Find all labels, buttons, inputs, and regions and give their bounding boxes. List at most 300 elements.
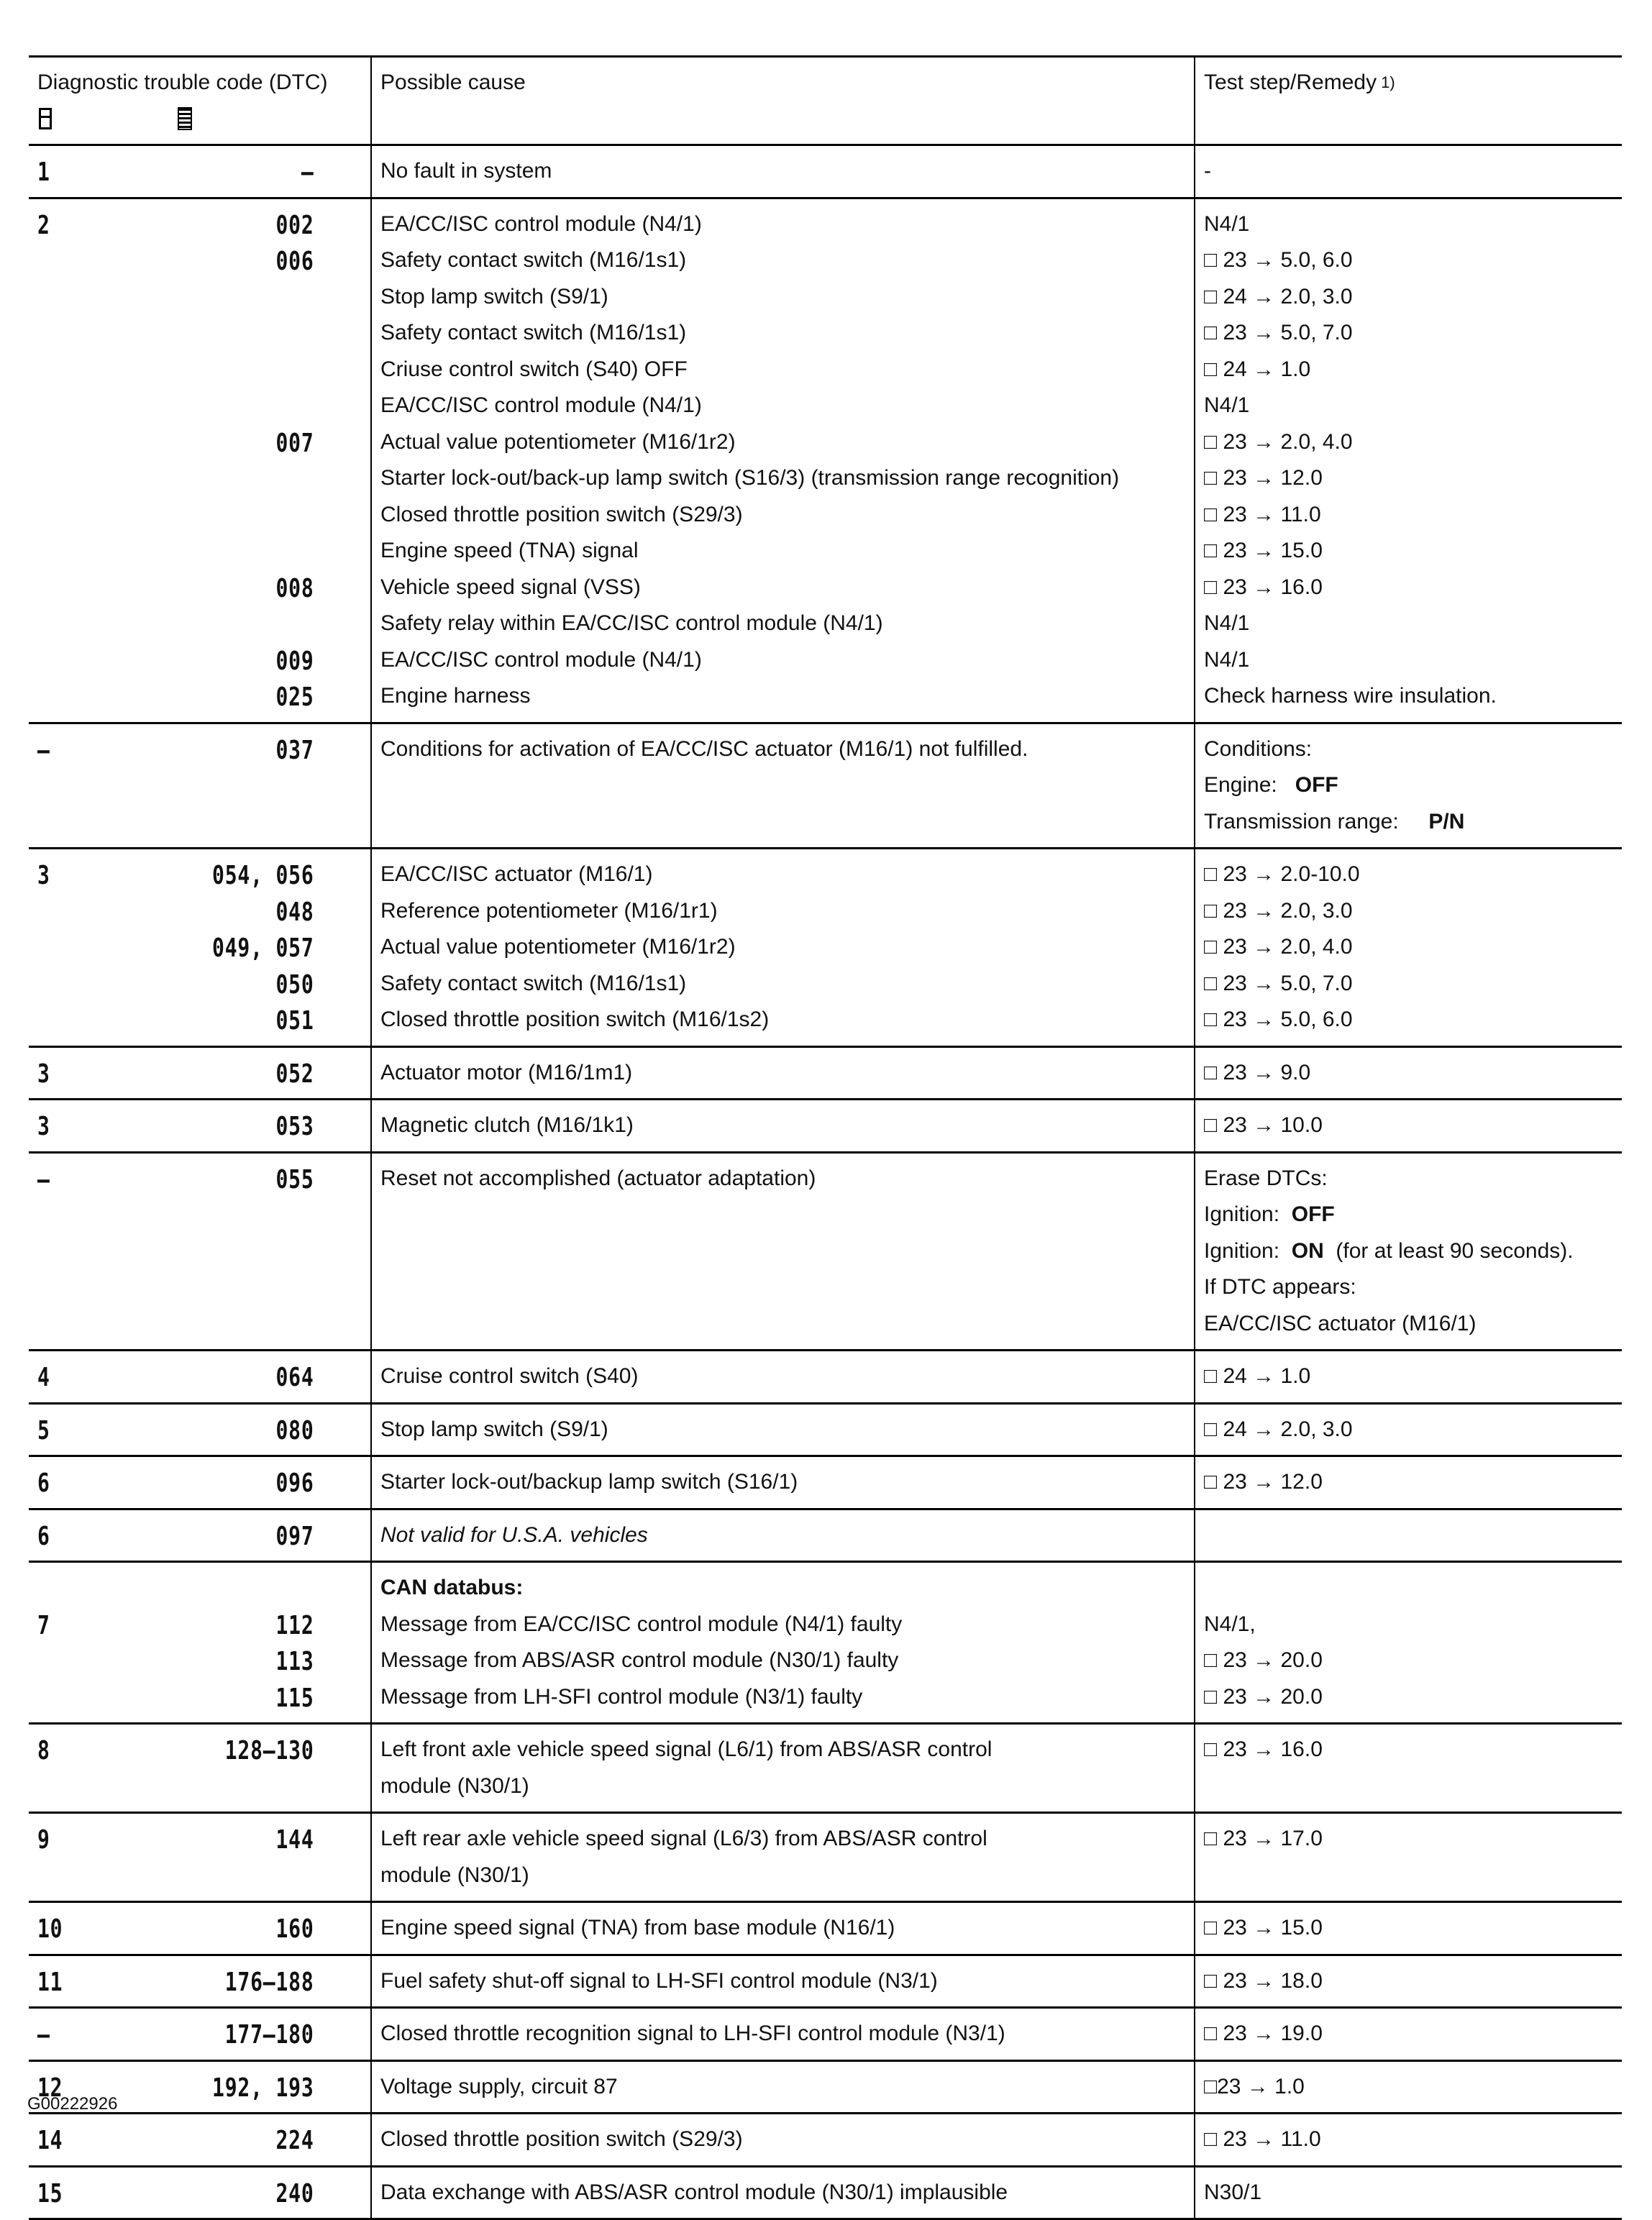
remedy-text: □ 23 → 5.0, 6.0 [1204,248,1353,272]
remedy-line [1204,2175,1615,2211]
cause-cell [370,724,1194,848]
blink-code: 9 [37,1821,50,1860]
cause-text: Engine speed signal (TNA) from base module (N16/1) [380,1916,895,1940]
dtc-line [37,1858,291,1894]
remedy-line [1204,153,1615,190]
table-row [29,1048,1622,1101]
cause-cell [370,1956,1194,2007]
cause-text: Message from LH-SFI control module (N3/1) faulty [380,1685,862,1709]
cause-line [380,1732,1187,1768]
dtc-line [37,1197,291,1233]
dtc-line [37,606,291,642]
dtc-cell [29,2114,370,2165]
remedy-line [1204,1679,1615,1716]
dtc-line [37,279,291,316]
blink-code: 15 [37,2175,63,2214]
cause-text: Left rear axle vehicle speed signal (L6/3) from ABS/ASR control [380,1827,987,1850]
dtc-line [37,1002,291,1038]
tester-code: 115 [146,1679,314,1718]
header-remedy [1194,58,1622,144]
remedy-line [1204,1517,1615,1554]
cause-text: Fuel safety shut-off signal to LH-SFI control module (N3/1) [380,1969,938,1993]
cause-line [380,1643,1187,1679]
remedy-cell [1194,2168,1622,2219]
dtc-line [37,2016,291,2052]
table-row [29,849,1622,1048]
cause-line [380,533,1187,570]
remedy-text: □ 23 → 16.0 [1204,1737,1323,1761]
remedy-value: OFF [1295,773,1338,797]
tester-code: 008 [146,570,314,608]
blink-code: 6 [37,1464,50,1503]
cause-cell [370,146,1194,197]
blink-code: 7 [37,1607,50,1645]
cause-cell [370,1510,1194,1561]
tester-code: 002 [146,206,314,245]
cause-line [380,1161,1187,1197]
blink-code: 4 [37,1358,50,1397]
tester-code: 080 [146,1412,314,1451]
tester-code: 096 [146,1464,314,1503]
dtc-line [37,1269,291,1306]
table-row [29,1725,1622,1814]
cause-cell [370,1814,1194,1901]
cause-text: CAN databus: [380,1576,523,1599]
remedy-cell [1194,146,1622,197]
cause-text: Safety contact switch (M16/1s1) [380,321,686,344]
remedy-line [1204,1055,1615,1092]
dtc-cell [29,1725,370,1812]
remedy-text: □23 → 1.0 [1204,2075,1305,2098]
dtc-line [37,2121,291,2158]
table-row [29,1351,1622,1404]
tester-code: 049, 057 [146,929,314,968]
remedy-line [1204,857,1615,893]
remedy-text: □ 23 → 19.0 [1204,2022,1323,2045]
dtc-line [37,1464,291,1501]
dtc-line [37,1306,291,1343]
tester-code: 037 [146,731,314,770]
tester-code: 097 [146,1517,314,1556]
table-row [29,724,1622,850]
table-row [29,2168,1622,2220]
cause-line [380,1517,1187,1554]
dtc-line [37,1055,291,1092]
cause-text: Message from EA/CC/ISC control module (N4/1) faulty [380,1612,902,1636]
cause-text: Safety relay within EA/CC/ISC control module (N4/1) [380,611,883,635]
remedy-line [1204,2121,1615,2158]
cause-text: Voltage supply, circuit 87 [380,2075,618,2098]
dtc-line [37,678,291,715]
dtc-line [37,388,291,424]
table-row [29,199,1622,724]
dtc-line [37,460,291,497]
remedy-text: Ignition: [1204,1239,1292,1263]
remedy-line [1204,929,1615,966]
table-row [29,1100,1622,1154]
cause-line [380,1607,1187,1643]
cause-cell [370,1100,1194,1151]
cause-text: EA/CC/ISC actuator (M16/1) [380,862,652,886]
tester-code: 006 [146,242,314,281]
remedy-value: ON [1292,1239,1324,1263]
footnote-marker: 1) [1381,73,1395,91]
dtc-line [37,1107,291,1144]
dtc-line [37,1358,291,1395]
tester-code: 048 [146,893,314,932]
remedy-cell [1194,1457,1622,1508]
tester-code: 055 [146,1161,314,1200]
remedy-line [1204,1732,1615,1768]
cause-line [380,767,1187,804]
remedy-value: OFF [1292,1202,1335,1226]
cause-cell [370,1404,1194,1456]
remedy-text: □ 23 → 2.0, 3.0 [1204,899,1353,923]
remedy-line [1204,424,1615,461]
cause-line [380,497,1187,534]
cause-text: Data exchange with ABS/ASR control module (N30/1) implausible [380,2180,1008,2204]
cause-text: Engine harness [380,684,530,708]
cause-text: Message from ABS/ASR control module (N30/1) faulty [380,1648,898,1672]
remedy-text: N4/1 [1204,611,1249,635]
tester-code: 224 [146,2121,314,2160]
remedy-cell [1194,1100,1622,1151]
figure-id: G00222926 [27,2094,117,2114]
blink-code: 1 [37,153,50,192]
cause-line [380,804,1187,841]
cause-line [380,315,1187,352]
tester-code: 144 [146,1821,314,1860]
table-row [29,1956,1622,2009]
dtc-cell [29,199,370,722]
cause-text: Closed throttle position switch (S29/3) [380,2127,743,2151]
remedy-text: N30/1 [1204,2180,1261,2204]
remedy-line [1204,767,1615,804]
dtc-cell [29,1351,370,1402]
table-header-row [29,58,1622,146]
header-dtc-label: Diagnostic trouble code (DTC) [37,65,363,101]
remedy-text: □ 23 → 2.0, 4.0 [1204,935,1353,959]
dtc-cell [29,146,370,197]
dtc-line [37,1821,291,1858]
remedy-text: EA/CC/ISC actuator (M16/1) [1204,1312,1476,1335]
blink-code: — [37,1161,50,1200]
cause-text: Conditions for activation of EA/CC/ISC actuator (M16/1) not fulfilled. [380,737,1028,761]
remedy-text: □ 24 → 2.0, 3.0 [1204,1417,1353,1441]
remedy-line [1204,1821,1615,1858]
remedy-line [1204,2069,1615,2106]
remedy-text: □ 23 → 15.0 [1204,539,1323,562]
tester-code: 007 [146,424,314,463]
cause-text: Not valid for U.S.A. vehicles [380,1523,648,1547]
remedy-line [1204,731,1615,768]
table-row [29,2009,1622,2062]
remedy-text: □ 23 → 15.0 [1204,1916,1323,1940]
dtc-line [37,497,291,534]
cause-text: Reference potentiometer (M16/1r1) [380,899,718,923]
remedy-cell [1194,1154,1622,1350]
table-row [29,2114,1622,2168]
remedy-text: □ 23 → 20.0 [1204,1685,1323,1709]
blink-code: — [37,2016,50,2055]
cause-line [380,2121,1187,2158]
cause-line [380,352,1187,388]
cause-line [380,929,1187,966]
remedy-cell [1194,2062,1622,2113]
tester-code: 177–180 [146,2016,314,2055]
remedy-cell [1194,1956,1622,2007]
remedy-value: P/N [1428,810,1464,833]
cause-line [380,1002,1187,1038]
dtc-line [37,1910,291,1947]
cause-line [380,1464,1187,1501]
blink-code: 3 [37,1055,50,1094]
remedy-text: □ 23 → 11.0 [1204,2127,1321,2151]
dtc-cell [29,1563,370,1722]
remedy-text: Erase DTCs: [1204,1166,1328,1190]
dtc-line [37,533,291,570]
cause-cell [370,1351,1194,1402]
cause-line [380,2069,1187,2106]
cause-line [380,153,1187,190]
cause-text: Magnetic clutch (M16/1k1) [380,1113,634,1137]
cause-line [380,2016,1187,2052]
remedy-line [1204,1963,1615,2000]
cause-text: No fault in system [380,159,552,183]
remedy-line [1204,1768,1615,1805]
dtc-cell [29,2168,370,2219]
dtc-line [37,570,291,606]
blink-code: 2 [37,206,50,245]
dtc-cell [29,1404,370,1456]
cause-cell [370,1154,1194,1350]
remedy-line [1204,570,1615,606]
remedy-line [1204,206,1615,243]
dtc-line [37,966,291,1002]
dtc-line [37,153,291,190]
tester-code: 160 [146,1910,314,1949]
remedy-line [1204,460,1615,497]
cause-cell [370,199,1194,722]
remedy-text: N4/1 [1204,393,1249,417]
tester-code: 025 [146,678,314,717]
cause-line [380,606,1187,642]
remedy-line [1204,1107,1615,1144]
dtc-cell [29,1956,370,2007]
remedy-line [1204,642,1615,679]
cause-line [380,1269,1187,1306]
cause-line [380,1679,1187,1716]
remedy-cell [1194,1563,1622,1722]
cause-line [380,1821,1187,1858]
remedy-text: N4/1 [1204,212,1249,236]
remedy-text: □ 24 → 1.0 [1204,1364,1310,1388]
cause-cell [370,849,1194,1046]
blink-code: 11 [37,1963,63,2002]
table-row [29,1903,1622,1956]
cause-line [380,206,1187,243]
header-remedy-label: Test step/Remedy [1204,70,1377,94]
remedy-cell [1194,2114,1622,2165]
cause-line [380,1768,1187,1805]
remedy-line [1204,1607,1615,1643]
remedy-line [1204,279,1615,316]
cause-line [380,1570,1187,1607]
table-row [29,1154,1622,1352]
remedy-text: - [1204,159,1211,183]
remedy-text: □ 23 → 9.0 [1204,1061,1310,1084]
dtc-cell [29,849,370,1046]
cause-cell [370,1048,1194,1099]
blink-code: 5 [37,1412,50,1451]
dtc-line [37,1161,291,1197]
remedy-cell [1194,1510,1622,1561]
cause-text: Closed throttle recognition signal to LH-SFI control module (N3/1) [380,2022,1005,2045]
cause-text: Cruise control switch (S40) [380,1364,638,1388]
remedy-line [1204,2016,1615,2052]
tester-code: 054, 056 [146,857,314,895]
remedy-text: Transmission range: [1204,810,1428,833]
dtc-cell [29,1100,370,1151]
remedy-text: Ignition: [1204,1202,1292,1226]
tester-code: 113 [146,1643,314,1681]
cause-text: EA/CC/ISC control module (N4/1) [380,648,702,672]
cause-cell [370,2009,1194,2060]
dtc-line [37,1679,291,1716]
remedy-text: □ 23 → 10.0 [1204,1113,1323,1137]
remedy-line [1204,1858,1615,1894]
remedy-line [1204,315,1615,352]
blink-code: 12 [37,2069,63,2108]
tester-code: 051 [146,1002,314,1041]
cause-line [380,966,1187,1002]
cause-text: Starter lock-out/back-up lamp switch (S16/3) (transmission range recognition) [380,466,1119,490]
remedy-text: Check harness wire insulation. [1204,684,1497,708]
remedy-note: (for at least 90 seconds). [1324,1239,1574,1263]
header-cause-label: Possible cause [380,65,1187,101]
dtc-line [37,1643,291,1679]
cause-line [380,678,1187,715]
remedy-line [1204,606,1615,642]
cause-line [380,388,1187,424]
dtc-line [37,352,291,388]
table-row [29,2062,1622,2115]
dtc-line [37,1768,291,1805]
remedy-line [1204,1910,1615,1947]
remedy-text: □ 24 → 2.0, 3.0 [1204,285,1353,309]
remedy-line [1204,1269,1615,1306]
tester-code: 176–188 [146,1963,314,2002]
remedy-text: □ 23 → 16.0 [1204,575,1323,599]
dtc-cell [29,1814,370,1901]
header-dtc [29,58,370,144]
cause-line [380,642,1187,679]
cause-text: module (N30/1) [380,1863,529,1887]
cause-text: EA/CC/ISC control module (N4/1) [380,212,702,236]
remedy-text: N4/1 [1204,648,1249,672]
tester-code: 052 [146,1055,314,1094]
tester-code: 064 [146,1358,314,1397]
tester-code: 053 [146,1107,314,1146]
remedy-text: □ 23 → 5.0, 6.0 [1204,1008,1353,1031]
blink-code: 14 [37,2121,63,2160]
remedy-line [1204,1643,1615,1679]
dtc-line [37,424,291,461]
cause-line [380,570,1187,606]
remedy-text: □ 23 → 17.0 [1204,1827,1323,1850]
dtc-line [37,242,291,279]
blink-code: 10 [37,1910,63,1949]
impulse-tester-icon [178,107,192,130]
dtc-cell [29,1154,370,1350]
remedy-cell [1194,1814,1622,1901]
remedy-text: N4/1, [1204,1612,1256,1636]
remedy-line [1204,388,1615,424]
remedy-text: □ 23 → 5.0, 7.0 [1204,972,1353,995]
remedy-line [1204,804,1615,841]
dtc-cell [29,1048,370,1099]
remedy-line [1204,242,1615,279]
remedy-text: If DTC appears: [1204,1275,1356,1299]
cause-cell [370,2062,1194,2113]
cause-text: Reset not accomplished (actuator adaptation) [380,1166,816,1190]
cause-line [380,1910,1187,1947]
remedy-text: □ 23 → 12.0 [1204,466,1323,490]
cause-text: Vehicle speed signal (VSS) [380,575,641,599]
dtc-line [37,893,291,930]
table-row [29,1404,1622,1458]
remedy-line [1204,966,1615,1002]
remedy-text: □ 23 → 11.0 [1204,503,1321,526]
cause-line [380,1963,1187,2000]
cause-cell [370,1903,1194,1954]
dtc-line [37,929,291,966]
dtc-cell [29,724,370,848]
dtc-line [37,2175,291,2211]
remedy-line [1204,1002,1615,1038]
cause-line [380,1306,1187,1343]
remedy-cell [1194,724,1622,848]
remedy-cell [1194,2009,1622,2060]
tester-code: 192, 193 [146,2069,314,2108]
dtc-cell [29,2009,370,2060]
dtc-line [37,1963,291,2000]
cause-line [380,460,1187,497]
remedy-cell [1194,1404,1622,1456]
dtc-line [37,857,291,893]
blink-code: 3 [37,857,50,895]
cause-text: Stop lamp switch (S9/1) [380,1417,608,1441]
cause-line [380,1858,1187,1894]
cause-text: Criuse control switch (S40) OFF [380,357,688,381]
header-cause [370,58,1194,144]
remedy-text: □ 23 → 5.0, 7.0 [1204,321,1353,344]
cause-cell [370,2168,1194,2219]
cause-line [380,731,1187,768]
blink-code: 3 [37,1107,50,1146]
remedy-line [1204,497,1615,534]
blink-code-display-icon [39,108,52,129]
remedy-cell [1194,1351,1622,1402]
remedy-line [1204,1197,1615,1233]
remedy-text: □ 23 → 20.0 [1204,1648,1323,1672]
dtc-line [37,1233,291,1270]
table-row [29,1457,1622,1510]
remedy-line [1204,1161,1615,1197]
remedy-text: □ 24 → 1.0 [1204,357,1310,381]
cause-text: Actuator motor (M16/1m1) [380,1061,632,1084]
cause-line [380,1197,1187,1233]
